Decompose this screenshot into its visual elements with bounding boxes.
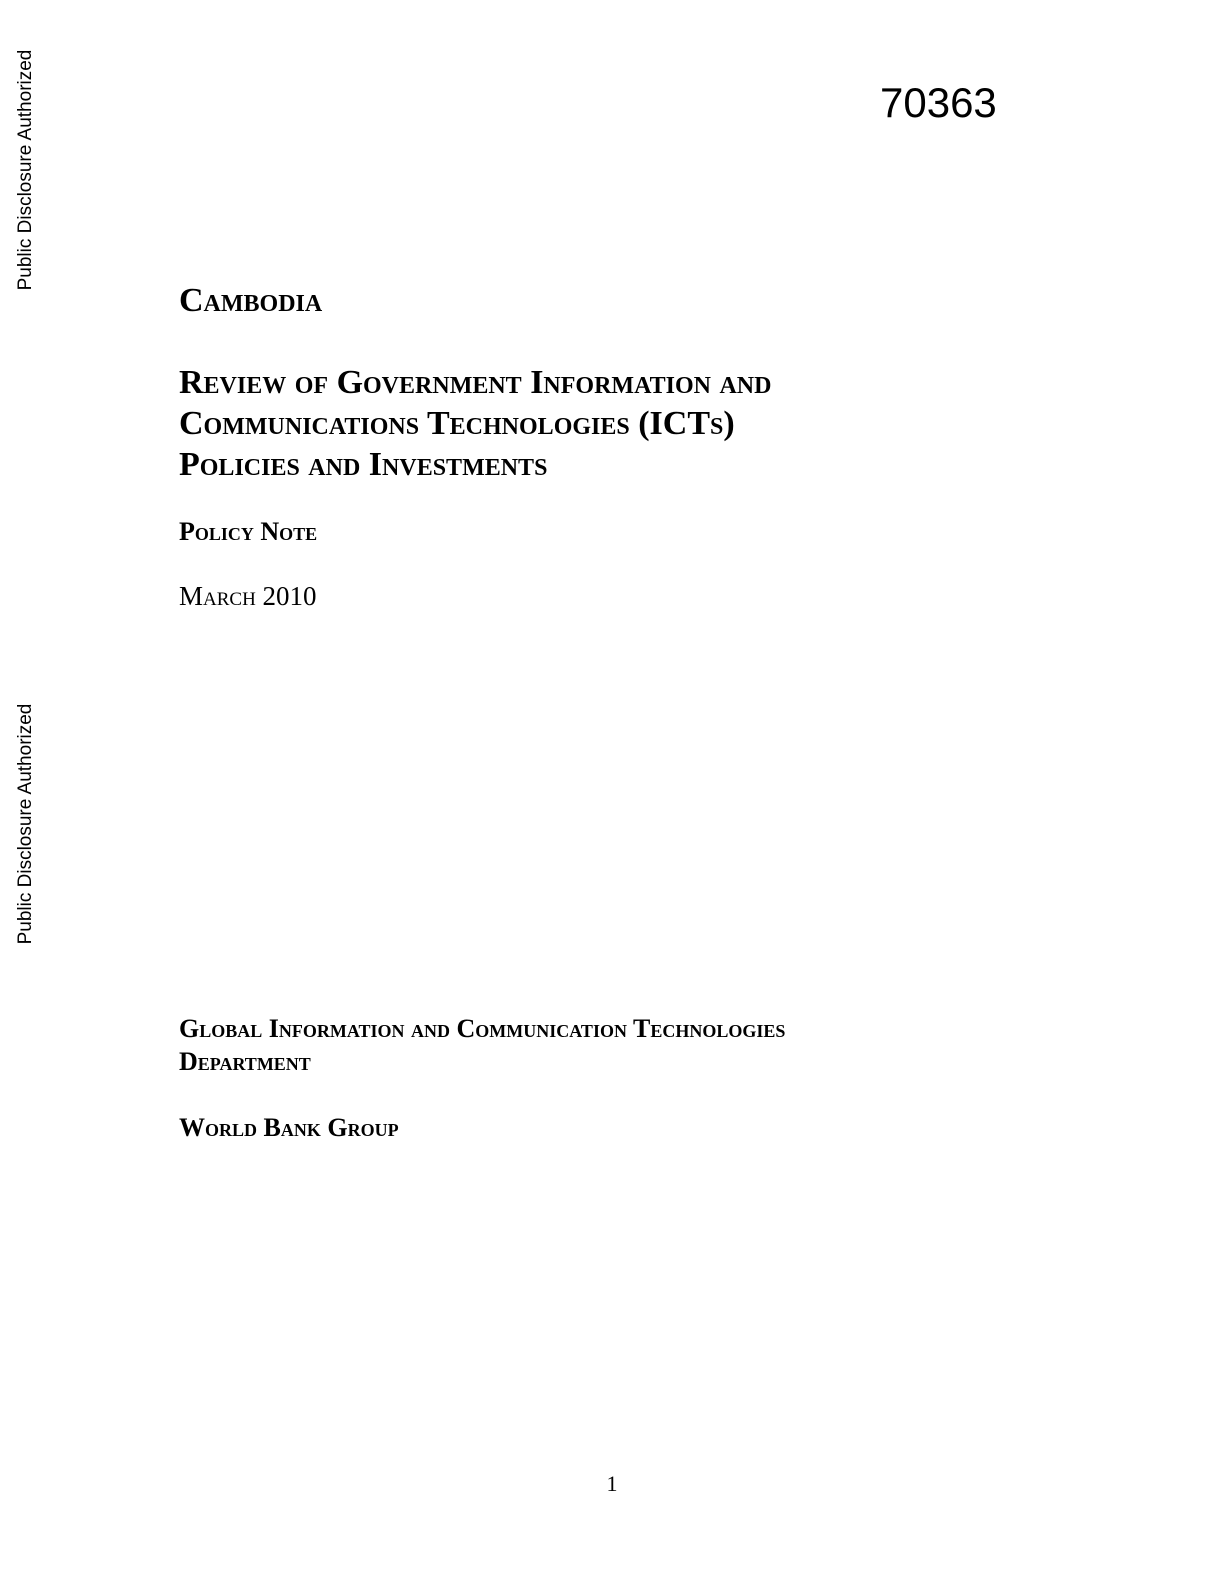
page-number: 1 <box>606 1471 618 1496</box>
report-title-line: Policies and Investments <box>179 446 548 483</box>
department-name <box>179 1012 785 1078</box>
disclosure-stamp-top: Public Disclosure Authorized <box>15 49 36 291</box>
organization-name: World Bank Group <box>179 1113 399 1142</box>
publication-date: March 2010 <box>179 581 317 611</box>
document-number: 70363 <box>880 79 997 126</box>
disclosure-stamp-middle: Public Disclosure Authorized <box>15 703 36 945</box>
department-line: Department <box>179 1047 311 1076</box>
department-line: Global Information and Communication Technologies <box>179 1014 786 1043</box>
report-title <box>179 362 771 485</box>
country-heading: Cambodia <box>179 282 323 319</box>
document-type: Policy Note <box>179 517 318 546</box>
report-title-line: Review of Government Information and <box>179 364 772 401</box>
report-title-line: Communications Technologies (ICTs) <box>179 405 735 442</box>
